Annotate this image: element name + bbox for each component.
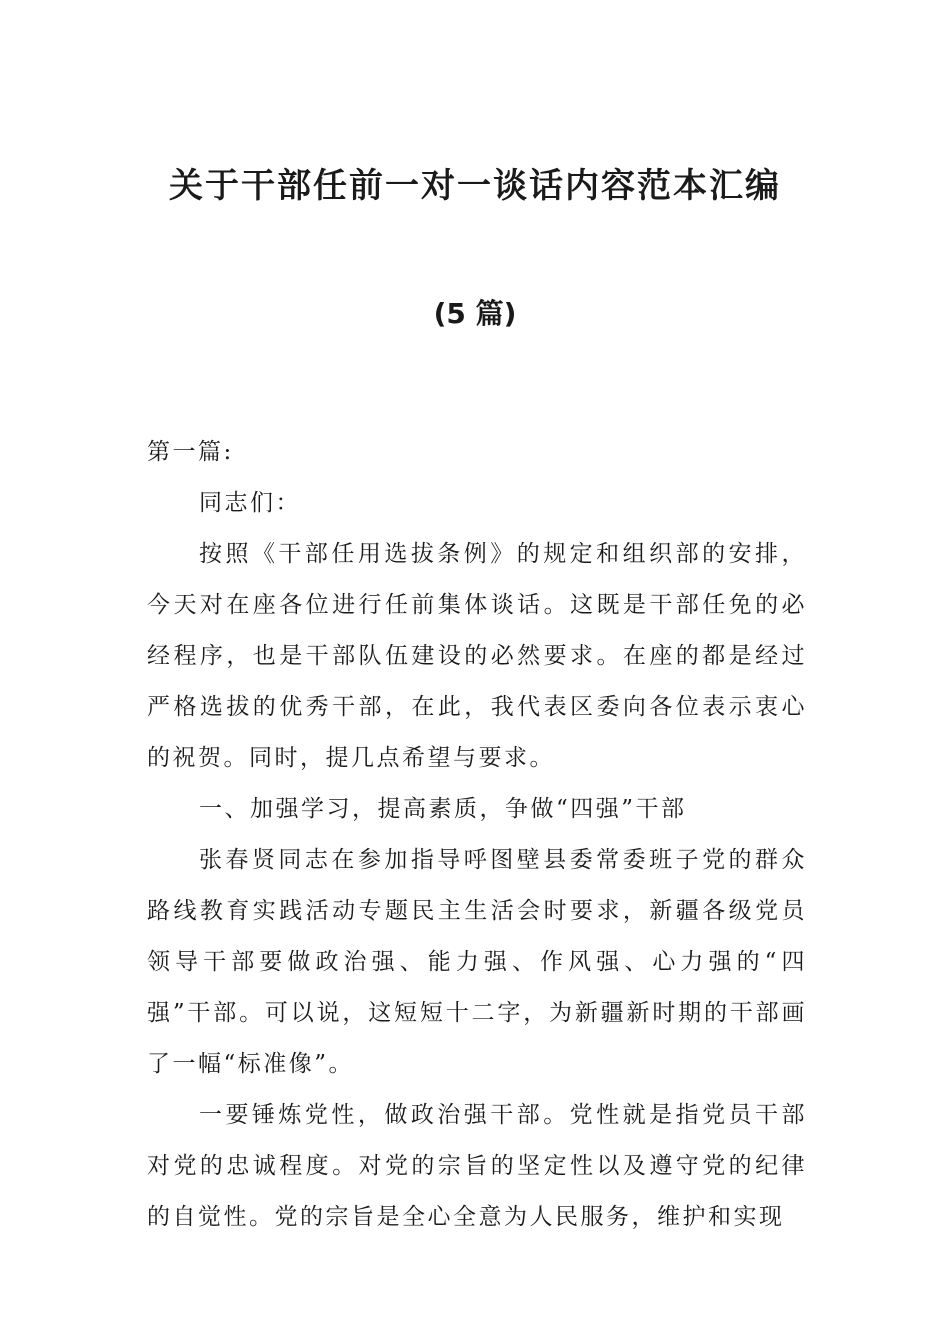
document-body xyxy=(147,427,807,1243)
paragraph-party-spirit: 一要锤炼党性，做政治强干部。党性就是指党员干部对党的忠诚程度。对党的宗旨的坚定性以及遵守党的纪律的自觉性。党的宗旨是全心全意为人民服务，维护和实现 xyxy=(147,1102,807,1230)
document-title: 关于干部任前一对一谈话内容范本汇编 xyxy=(169,166,781,206)
paragraph-intro: 按照《干部任用选拔条例》的规定和组织部的安排，今天对在座各位进行任前集体谈话。这既是干部任免的必经程序，也是干部队伍建设的必然要求。在座的都是经过严格选拔的优秀干部，在此，我代表区委向各位表示衷心的祝贺。同时，提几点希望与要求。 xyxy=(147,541,807,771)
section-heading: 一、加强学习，提高素质，争做“四强”干部 xyxy=(199,796,687,822)
paragraph-four-strong: 张春贤同志在参加指导呼图壁县委常委班子党的群众路线教育实践活动专题民主生活会时要求，新疆各级党员领导干部要做政治强、能力强、作风强、心力强的“四强”干部。可以说，这短短十二字，为新疆新时期的干部画了一幅“标准像”。 xyxy=(147,847,807,1077)
salutation: 同志们： xyxy=(199,490,301,516)
document-subtitle: (5 篇) xyxy=(433,297,517,330)
section-label: 第一篇: xyxy=(147,439,234,465)
